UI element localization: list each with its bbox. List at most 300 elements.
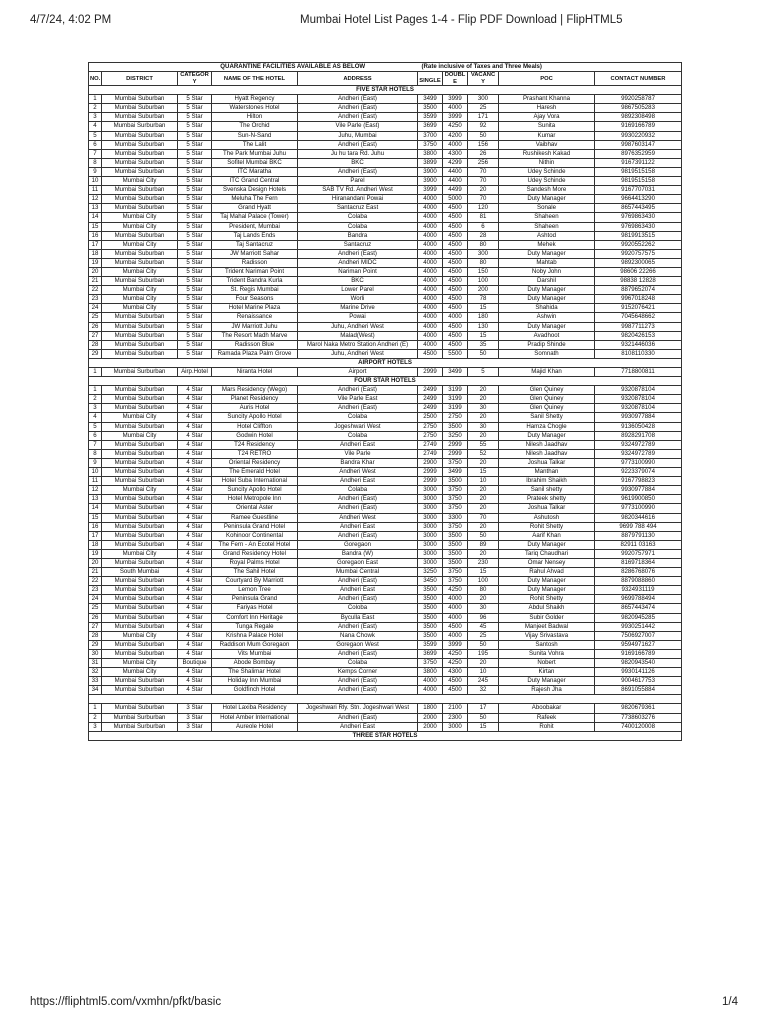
cell-contact-number: 8286768076 [595, 568, 682, 577]
cell-no: 27 [89, 331, 102, 340]
cell-no: 8 [89, 449, 102, 458]
spacer-row [89, 695, 682, 704]
cell-hotel-name: The Sahil Hotel [212, 568, 298, 577]
cell-poc: Duty Manager [499, 286, 595, 295]
cell-category: 5 Star [178, 104, 212, 113]
table-row [89, 404, 682, 413]
cell-double-rate: 4200 [443, 131, 468, 140]
cell-district: Mumbai Suburban [102, 167, 178, 176]
cell-contact-number: 9152076421 [595, 304, 682, 313]
cell-double-rate: 3750 [443, 486, 468, 495]
cell-district: Mumbai City [102, 177, 178, 186]
cell-district: Mumbai City [102, 413, 178, 422]
cell-poc: Hamza Chogle [499, 422, 595, 431]
cell-vacancy: 6 [468, 222, 499, 231]
table-row [89, 504, 682, 513]
cell-hotel-name: Sun-N-Sand [212, 131, 298, 140]
cell-double-rate: 4000 [443, 595, 468, 604]
cell-category: 4 Star [178, 486, 212, 495]
cell-poc: Duty Manager [499, 677, 595, 686]
cell-category: 4 Star [178, 495, 212, 504]
cell-address: Kemps Corner [298, 668, 418, 677]
cell-vacancy: 100 [468, 577, 499, 586]
cell-no: 12 [89, 486, 102, 495]
cell-double-rate: 3750 [443, 495, 468, 504]
cell-hotel-name: Abode Bombay [212, 659, 298, 668]
cell-hotel-name: Godwin Hotel [212, 431, 298, 440]
cell-single-rate: 3900 [418, 177, 443, 186]
cell-contact-number: 9820679361 [595, 704, 682, 713]
rate-note: (Rate inclusive of Taxes and Three Meals) [418, 63, 682, 72]
cell-contact-number: 8879791130 [595, 531, 682, 540]
cell-vacancy: 20 [468, 549, 499, 558]
cell-vacancy: 30 [468, 604, 499, 613]
cell-hotel-name: Mars Residency (Wego) [212, 386, 298, 395]
table-row [89, 149, 682, 158]
cell-single-rate: 4000 [418, 240, 443, 249]
cell-poc: Ibrahim Shaikh [499, 477, 595, 486]
cell-category: 5 Star [178, 177, 212, 186]
cell-address: Andheri (East) [298, 104, 418, 113]
cell-hotel-name: Four Seasons [212, 295, 298, 304]
cell-district: Mumbai Suburban [102, 604, 178, 613]
cell-vacancy: 92 [468, 122, 499, 131]
cell-category: 5 Star [178, 140, 212, 149]
hotel-list-body [89, 63, 682, 741]
cell-no: 19 [89, 258, 102, 267]
section-header-row [89, 731, 682, 740]
cell-category: 5 Star [178, 322, 212, 331]
cell-no: 10 [89, 468, 102, 477]
cell-category: 4 Star [178, 549, 212, 558]
cell-double-rate: 4250 [443, 659, 468, 668]
cell-vacancy: 25 [468, 104, 499, 113]
table-row [89, 668, 682, 677]
section-title: FIVE STAR HOTELS [89, 86, 682, 95]
cell-category: 4 Star [178, 686, 212, 695]
cell-no: 14 [89, 504, 102, 513]
section-header-row [89, 377, 682, 386]
cell-address: Jogeshwari Rly. Stn. Jogeshwari West [298, 704, 418, 713]
cell-district: Mumbai Suburban [102, 649, 178, 658]
cell-double-rate: 4300 [443, 668, 468, 677]
cell-no: 23 [89, 295, 102, 304]
cell-no: 8 [89, 158, 102, 167]
cell-no: 5 [89, 422, 102, 431]
cell-district: Mumbai City [102, 549, 178, 558]
cell-no: 9 [89, 458, 102, 467]
cell-poc: Nithin [499, 158, 595, 167]
cell-contact-number: 9930220932 [595, 131, 682, 140]
cell-district: South Mumbai [102, 568, 178, 577]
cell-hotel-name: Renaissance [212, 313, 298, 322]
cell-vacancy: 80 [468, 258, 499, 267]
cell-poc: Prateek shetty [499, 495, 595, 504]
table-row [89, 577, 682, 586]
cell-district: Mumbai City [102, 286, 178, 295]
table-row [89, 540, 682, 549]
cell-single-rate: 3500 [418, 622, 443, 631]
cell-district: Mumbai Suburban [102, 504, 178, 513]
cell-no: 31 [89, 659, 102, 668]
cell-hotel-name: Trident Nariman Point [212, 267, 298, 276]
cell-address: Jogeshwari West [298, 422, 418, 431]
cell-poc: Joshua Talkar [499, 504, 595, 513]
cell-category: 4 Star [178, 504, 212, 513]
cell-single-rate: 3000 [418, 540, 443, 549]
cell-address: Malad(West) [298, 331, 418, 340]
cell-poc: Manjeet Badwal [499, 622, 595, 631]
cell-vacancy: 300 [468, 249, 499, 258]
cell-single-rate: 2750 [418, 422, 443, 431]
cell-hotel-name: Suncity Apollo Hotel [212, 413, 298, 422]
cell-vacancy: 80 [468, 240, 499, 249]
cell-single-rate: 2999 [418, 468, 443, 477]
cell-address: Bandra Khar [298, 458, 418, 467]
cell-contact-number: 9320878104 [595, 404, 682, 413]
cell-hotel-name: Hotel Marine Plaza [212, 304, 298, 313]
cell-single-rate: 3500 [418, 586, 443, 595]
cell-vacancy: 52 [468, 449, 499, 458]
cell-category: 4 Star [178, 440, 212, 449]
cell-address: Colaba [298, 486, 418, 495]
cell-address: Ju hu tara Rd. Juhu [298, 149, 418, 158]
cell-hotel-name: Grand Hyatt [212, 204, 298, 213]
cell-contact-number: 9167798823 [595, 477, 682, 486]
cell-contact-number: 8657443474 [595, 604, 682, 613]
table-row [89, 304, 682, 313]
table-row [89, 267, 682, 276]
cell-vacancy: 50 [468, 131, 499, 140]
cell-double-rate: 4000 [443, 631, 468, 640]
cell-address: Andheri (East) [298, 713, 418, 722]
cell-single-rate: 3000 [418, 522, 443, 531]
cell-single-rate: 3500 [418, 631, 443, 640]
cell-district: Mumbai Suburban [102, 322, 178, 331]
cell-single-rate: 3800 [418, 149, 443, 158]
cell-district: Mumbai Suburban [102, 104, 178, 113]
cell-single-rate: 2499 [418, 395, 443, 404]
cell-single-rate: 4000 [418, 222, 443, 231]
col-header-vacancy: VACANC Y [468, 72, 499, 86]
cell-contact-number: 9324972789 [595, 449, 682, 458]
cell-no: 27 [89, 622, 102, 631]
cell-double-rate: 3500 [443, 540, 468, 549]
cell-hotel-name: Lemon Tree [212, 586, 298, 595]
cell-category: 4 Star [178, 531, 212, 540]
cell-double-rate: 4250 [443, 122, 468, 131]
cell-poc: Udey Schinde [499, 177, 595, 186]
cell-hotel-name: Sofitel Mumbai BKC [212, 158, 298, 167]
cell-category: 5 Star [178, 267, 212, 276]
cell-no: 12 [89, 195, 102, 204]
cell-address: Goregaon West [298, 640, 418, 649]
cell-district: Mumbai Surburban [102, 722, 178, 731]
cell-contact-number: 9324931119 [595, 586, 682, 595]
cell-contact-number: 9930977884 [595, 413, 682, 422]
cell-no: 6 [89, 140, 102, 149]
cell-address: Andheri (East) [298, 649, 418, 658]
cell-address: Andheri (East) [298, 686, 418, 695]
cell-poc: Darshil [499, 277, 595, 286]
cell-contact-number: 8928291708 [595, 431, 682, 440]
cell-address: Andheri East [298, 722, 418, 731]
cell-address: Powai [298, 313, 418, 322]
table-row [89, 122, 682, 131]
cell-double-rate: 4500 [443, 213, 468, 222]
cell-single-rate: 4000 [418, 313, 443, 322]
cell-address: Vile Parle East [298, 395, 418, 404]
cell-district: Mumbai City [102, 213, 178, 222]
cell-no: 2 [89, 104, 102, 113]
cell-poc: Duty Manager [499, 540, 595, 549]
table-row [89, 277, 682, 286]
cell-address: SAB TV Rd. Andheri West [298, 186, 418, 195]
section-header-row [89, 358, 682, 367]
cell-no: 16 [89, 231, 102, 240]
table-row [89, 195, 682, 204]
table-row [89, 686, 682, 695]
cell-district: Mumbai Suburban [102, 640, 178, 649]
cell-hotel-name: Hilton [212, 113, 298, 122]
cell-district: Mumbai City [102, 631, 178, 640]
cell-vacancy: 100 [468, 277, 499, 286]
table-row [89, 704, 682, 713]
cell-no: 2 [89, 713, 102, 722]
cell-vacancy: 20 [468, 395, 499, 404]
cell-category: 5 Star [178, 167, 212, 176]
cell-double-rate: 4500 [443, 340, 468, 349]
cell-double-rate: 2999 [443, 440, 468, 449]
cell-double-rate: 4000 [443, 104, 468, 113]
cell-double-rate: 3499 [443, 368, 468, 377]
cell-single-rate: 4000 [418, 204, 443, 213]
cell-category: 4 Star [178, 604, 212, 613]
cell-address: Coloba [298, 604, 418, 613]
cell-single-rate: 2500 [418, 413, 443, 422]
cell-double-rate: 3750 [443, 577, 468, 586]
cell-district: Mumbai Suburban [102, 158, 178, 167]
table-row [89, 595, 682, 604]
cell-vacancy: 78 [468, 295, 499, 304]
cell-district: Mumbai City [102, 267, 178, 276]
cell-category: 3 Star [178, 704, 212, 713]
cell-contact-number: 9930141126 [595, 668, 682, 677]
cell-poc: Ashwin [499, 313, 595, 322]
cell-vacancy: 50 [468, 349, 499, 358]
cell-vacancy: 25 [468, 631, 499, 640]
cell-district: Mumbai Suburban [102, 131, 178, 140]
cell-district: Mumbai Suburban [102, 349, 178, 358]
cell-single-rate: 3999 [418, 186, 443, 195]
cell-poc: Duty Manager [499, 295, 595, 304]
cell-poc: Ajay Vora [499, 113, 595, 122]
cell-single-rate: 3450 [418, 577, 443, 586]
cell-double-rate: 3999 [443, 95, 468, 104]
cell-vacancy: 130 [468, 322, 499, 331]
cell-double-rate: 4500 [443, 258, 468, 267]
cell-no: 6 [89, 431, 102, 440]
cell-district: Mumbai Suburban [102, 558, 178, 567]
cell-no: 20 [89, 267, 102, 276]
cell-vacancy: 70 [468, 177, 499, 186]
cell-vacancy: 20 [468, 504, 499, 513]
cell-vacancy: 245 [468, 677, 499, 686]
cell-district: Mumbai Suburban [102, 186, 178, 195]
cell-hotel-name: The Fern - An Ecotel Hotel [212, 540, 298, 549]
cell-vacancy: 30 [468, 404, 499, 413]
cell-hotel-name: The Shalimar Hotel [212, 668, 298, 677]
cell-hotel-name: Kohinoor Continental [212, 531, 298, 540]
cell-category: 5 Star [178, 340, 212, 349]
cell-double-rate: 2100 [443, 704, 468, 713]
page-number: 1/4 [722, 996, 738, 1008]
cell-no: 4 [89, 122, 102, 131]
cell-address: Andheri (East) [298, 113, 418, 122]
cell-no: 26 [89, 322, 102, 331]
cell-hotel-name: JW Marriott Juhu [212, 322, 298, 331]
cell-category: 4 Star [178, 477, 212, 486]
cell-double-rate: 3000 [443, 722, 468, 731]
cell-double-rate: 3199 [443, 395, 468, 404]
cell-double-rate: 2300 [443, 713, 468, 722]
cell-category: 4 Star [178, 386, 212, 395]
table-row [89, 486, 682, 495]
section-header-row [89, 86, 682, 95]
cell-single-rate: 2749 [418, 449, 443, 458]
cell-contact-number: 9773100990 [595, 458, 682, 467]
cell-single-rate: 4000 [418, 686, 443, 695]
table-row [89, 640, 682, 649]
cell-category: 3 Star [178, 713, 212, 722]
cell-contact-number: 7045648662 [595, 313, 682, 322]
cell-contact-number: 9769863430 [595, 222, 682, 231]
cell-category: 4 Star [178, 568, 212, 577]
cell-contact-number: 8108110330 [595, 349, 682, 358]
cell-double-rate: 4500 [443, 622, 468, 631]
cell-hotel-name: JW Marriott Sahar [212, 249, 298, 258]
cell-poc: Aboobakar [499, 704, 595, 713]
cell-vacancy: 180 [468, 313, 499, 322]
col-header-poc: POC [499, 72, 595, 86]
table-row [89, 349, 682, 358]
cell-no: 15 [89, 222, 102, 231]
cell-no: 13 [89, 204, 102, 213]
cell-address: Byculla East [298, 613, 418, 622]
cell-vacancy: 20 [468, 495, 499, 504]
cell-poc: Duty Manager [499, 249, 595, 258]
cell-vacancy: 256 [468, 158, 499, 167]
cell-double-rate: 3500 [443, 422, 468, 431]
cell-hotel-name: The Emerald Hotel [212, 468, 298, 477]
cell-contact-number: 9820945285 [595, 613, 682, 622]
cell-district: Mumbai Surburban [102, 713, 178, 722]
table-row [89, 613, 682, 622]
table-row [89, 522, 682, 531]
table-row [89, 113, 682, 122]
cell-poc: Rohit [499, 722, 595, 731]
cell-contact-number: 9320878104 [595, 395, 682, 404]
cell-poc: Sandesh More [499, 186, 595, 195]
cell-single-rate: 3250 [418, 568, 443, 577]
cell-hotel-name: Radisson [212, 258, 298, 267]
cell-address: Andheri East [298, 477, 418, 486]
cell-contact-number: 9930251442 [595, 622, 682, 631]
cell-poc: Duty Manager [499, 577, 595, 586]
cell-contact-number: 8976352959 [595, 149, 682, 158]
cell-contact-number: 9699 788 494 [595, 522, 682, 531]
cell-hotel-name: Taj Lands Ends [212, 231, 298, 240]
cell-district: Mumbai Suburban [102, 540, 178, 549]
cell-vacancy: 200 [468, 286, 499, 295]
section-title: FOUR STAR HOTELS [89, 377, 682, 386]
cell-vacancy: 10 [468, 477, 499, 486]
cell-category: 5 Star [178, 313, 212, 322]
cell-single-rate: 3699 [418, 122, 443, 131]
cell-contact-number: 9320878104 [595, 386, 682, 395]
cell-double-rate: 4299 [443, 158, 468, 167]
cell-no: 3 [89, 113, 102, 122]
cell-hotel-name: Taj Mahal Palace (Tower) [212, 213, 298, 222]
cell-poc: Shahida [499, 304, 595, 313]
cell-double-rate: 3300 [443, 513, 468, 522]
cell-hotel-name: Hyatt Regency [212, 95, 298, 104]
cell-hotel-name: Krishna Palace Hotel [212, 631, 298, 640]
cell-double-rate: 4500 [443, 677, 468, 686]
cell-address: Colaba [298, 222, 418, 231]
cell-poc: Majid Khan [499, 368, 595, 377]
cell-hotel-name: T24 Residency [212, 440, 298, 449]
cell-address: BKC [298, 277, 418, 286]
cell-address: Andheri (East) [298, 577, 418, 586]
cell-no: 25 [89, 604, 102, 613]
cell-single-rate: 3000 [418, 495, 443, 504]
cell-double-rate: 4500 [443, 304, 468, 313]
table-row [89, 431, 682, 440]
cell-poc: Duty Manager [499, 322, 595, 331]
cell-address: Andheri (East) [298, 504, 418, 513]
cell-vacancy: 20 [468, 595, 499, 604]
cell-single-rate: 3500 [418, 604, 443, 613]
cell-no: 15 [89, 513, 102, 522]
table-row [89, 604, 682, 613]
table-row [89, 131, 682, 140]
table-row [89, 222, 682, 231]
cell-poc: Duty Manager [499, 195, 595, 204]
table-row [89, 722, 682, 731]
cell-address: Andheri (East) [298, 249, 418, 258]
table-row [89, 204, 682, 213]
cell-double-rate: 3750 [443, 568, 468, 577]
cell-single-rate: 3599 [418, 640, 443, 649]
cell-contact-number: 9867505283 [595, 104, 682, 113]
cell-contact-number: 9136050428 [595, 422, 682, 431]
cell-address: Colaba [298, 431, 418, 440]
cell-district: Mumbai Suburban [102, 595, 178, 604]
cell-no: 11 [89, 477, 102, 486]
table-row [89, 568, 682, 577]
cell-vacancy: 20 [468, 522, 499, 531]
cell-hotel-name: Hotel Amber International [212, 713, 298, 722]
cell-address: Andheri East [298, 440, 418, 449]
cell-address: Airport [298, 368, 418, 377]
cell-category: 5 Star [178, 258, 212, 267]
cell-address: Andheri (East) [298, 404, 418, 413]
cell-double-rate: 4500 [443, 204, 468, 213]
cell-hotel-name: The Lalit [212, 140, 298, 149]
cell-no: 7 [89, 149, 102, 158]
cell-category: 4 Star [178, 449, 212, 458]
